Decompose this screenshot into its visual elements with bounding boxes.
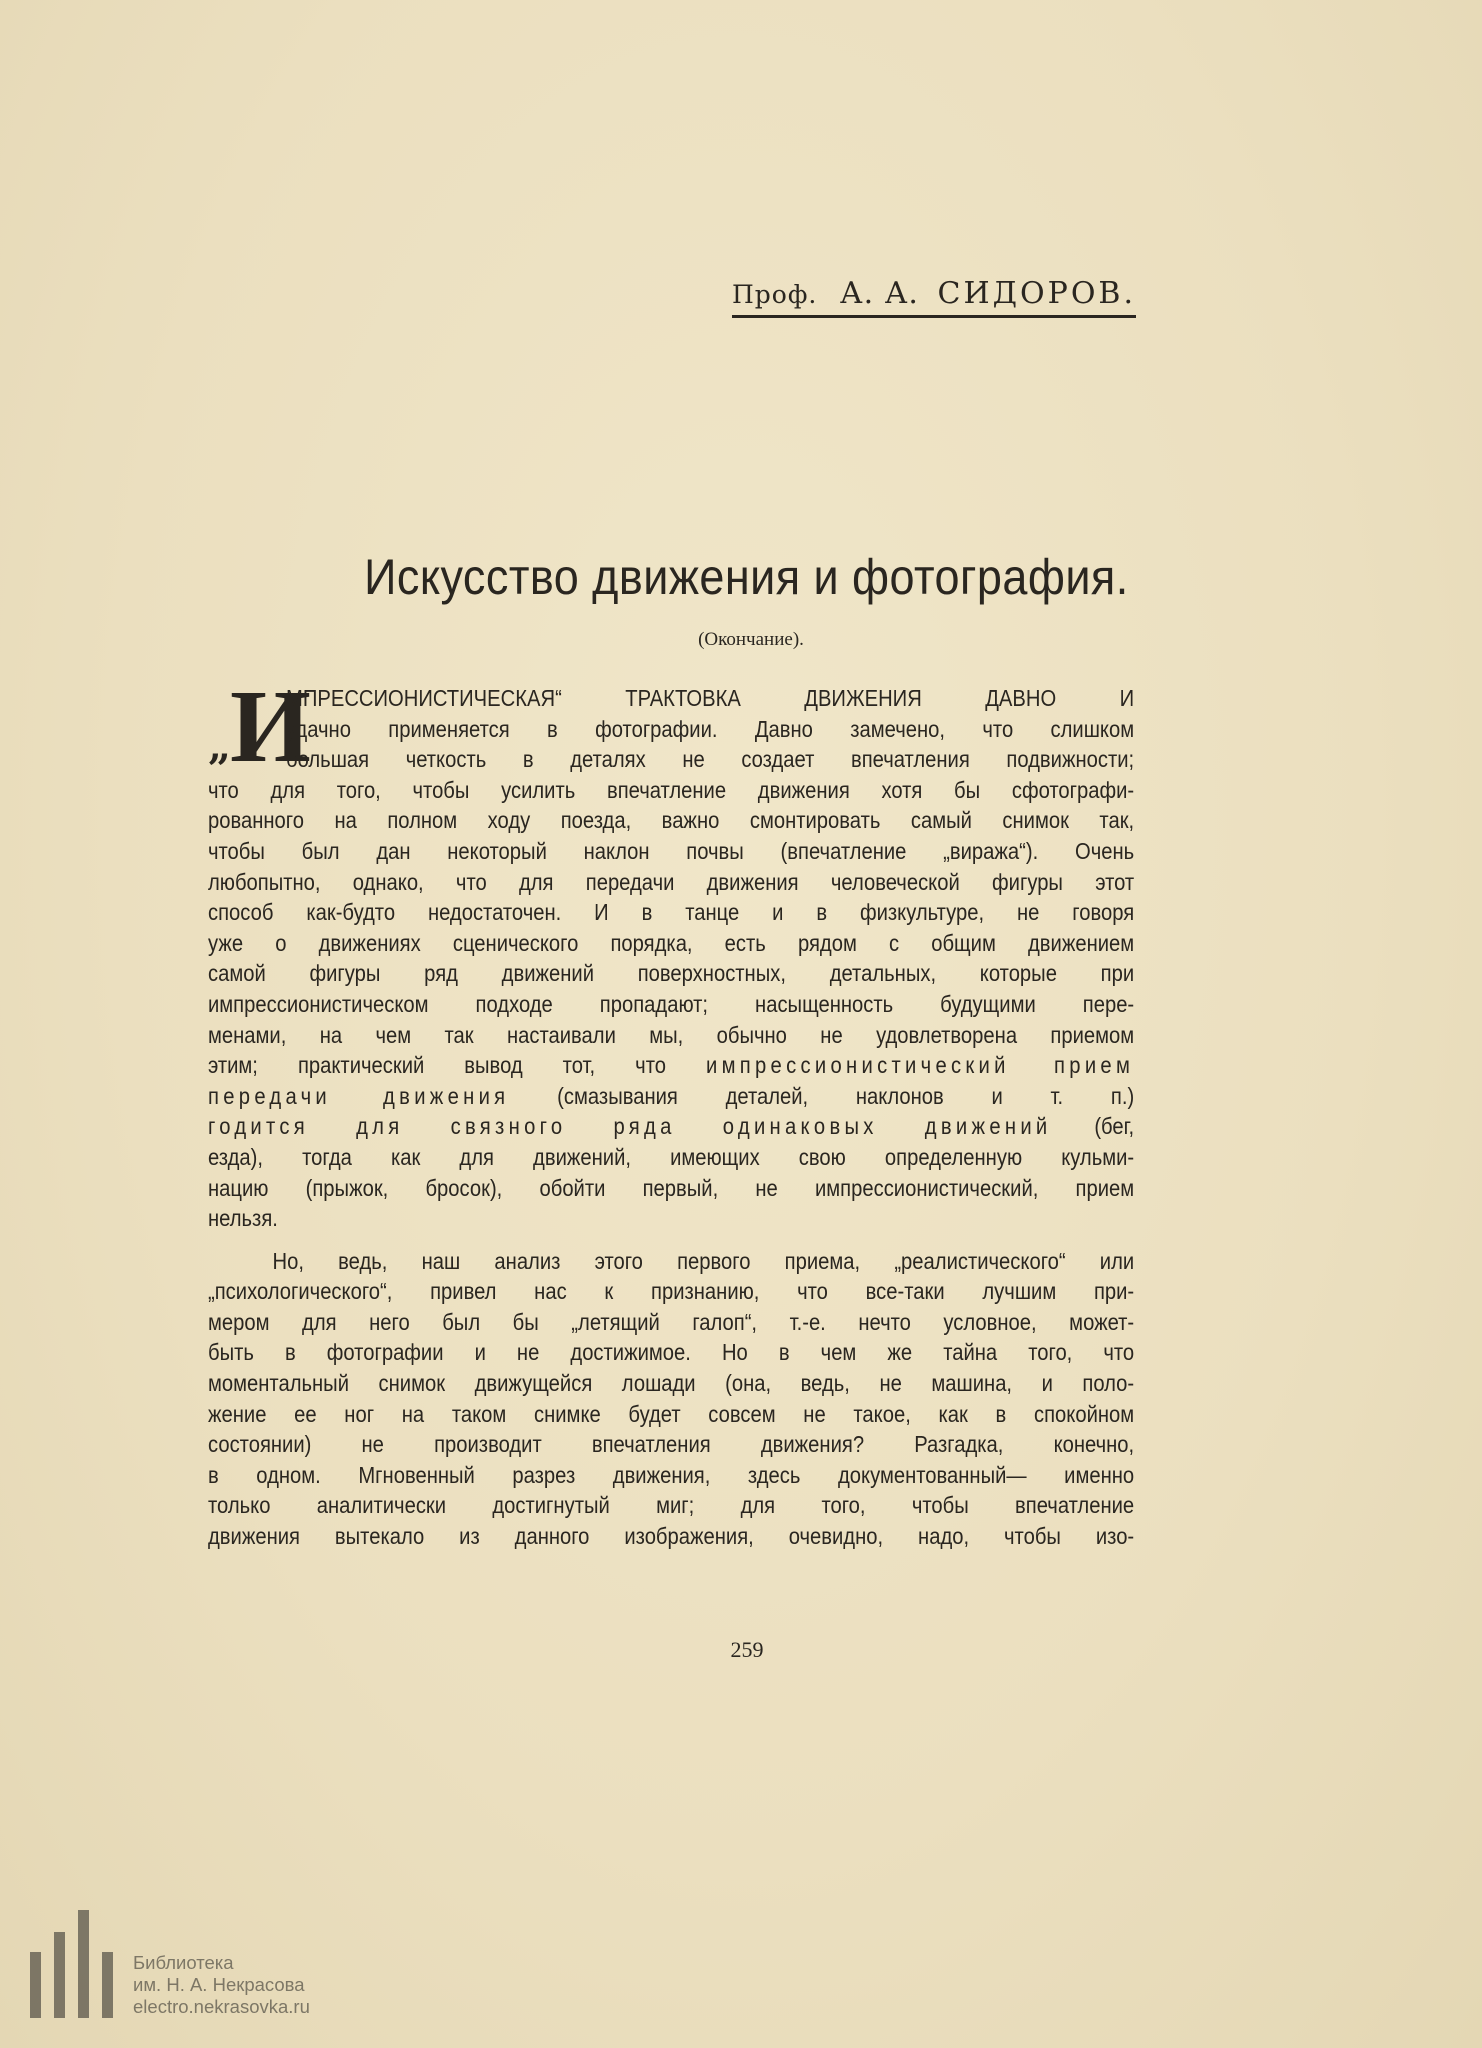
logo-bar bbox=[102, 1952, 113, 2018]
text-line: езда), тогда как для движений, имеющих свою определенную кульми- bbox=[208, 1143, 1135, 1170]
text-line: любопытно, однако, что для передачи движения человеческой фигуры этот bbox=[208, 868, 1135, 895]
library-logo-icon bbox=[30, 1910, 113, 2018]
text-fragment: (бег, bbox=[1094, 1113, 1135, 1140]
text-line: самой фигуры ряд движений поверхностных, детальных, которые при bbox=[208, 960, 1135, 987]
text-line: чтобы был дан некоторый наклон почвы (впечатление „виража“). Очень bbox=[208, 837, 1135, 864]
text-line: менами, на чем так настаивали мы, обычно не удовлетворена приемом bbox=[208, 1021, 1135, 1048]
text-line: импрессионистическом подходе пропадают; насыщенность будущими пере- bbox=[208, 990, 1135, 1017]
text-line: рованного на полном ходу поезда, важно смонтировать самый снимок так, bbox=[208, 807, 1135, 834]
text-line: способ как-будто недостаточен. И в танце и в физкультуре, не говоря bbox=[208, 899, 1135, 926]
spaced-emphasis: импрессионистический прием bbox=[705, 1052, 1135, 1079]
opening-paragraph-dropcap bbox=[208, 669, 1135, 784]
watermark-line-name: им. Н. А. Некрасова bbox=[133, 1974, 305, 1995]
text-line: только аналитически достигнутый миг; для того, чтобы впечатление bbox=[208, 1492, 1135, 1519]
text-fragment: (смазывания деталей, наклонов и т. п.) bbox=[557, 1082, 1135, 1109]
watermark-line-library: Библиотека bbox=[133, 1952, 234, 1973]
logo-bar bbox=[78, 1910, 89, 2018]
text-line: уже о движениях сценического порядка, есть рядом с общим движением bbox=[208, 929, 1135, 956]
watermark-line-url: electro.nekrasovka.ru bbox=[133, 1996, 310, 2017]
author-surname: СИДОРОВ. bbox=[937, 276, 1136, 311]
text-line-emphasis bbox=[208, 1050, 1134, 1081]
text-line: движения вытекало из данного изображения, очевидно, надо, чтобы изо- bbox=[208, 1523, 1135, 1550]
spaced-emphasis: годится для связного ряда одинаковых движений bbox=[208, 1113, 1052, 1140]
page-number: 259 bbox=[730, 1637, 764, 1662]
text-line: Но, ведь, наш анализ этого первого приема, „реалистического“ или bbox=[272, 1247, 1135, 1274]
text-line: быть в фотографии и не достижимое. Но в чем же тайна того, что bbox=[208, 1339, 1135, 1366]
text-line: что для того, чтобы усилить впечатление движения хотя бы сфотографи- bbox=[208, 776, 1135, 803]
text-line: состоянии) не производит впечатления движения? Разгадка, конечно, bbox=[208, 1431, 1135, 1458]
text-line: нацию (прыжок, бросок), обойти первый, не импрессионистический, прием bbox=[208, 1174, 1135, 1201]
text-line: моментальный снимок движущейся лошади (она, ведь, не машина, и поло- bbox=[208, 1370, 1135, 1397]
text-line: нельзя. bbox=[208, 1205, 278, 1232]
text-line: „психологического“, привел нас к признанию, что все-таки лучшим при- bbox=[208, 1278, 1135, 1305]
logo-bar bbox=[30, 1952, 41, 2018]
article-body bbox=[208, 669, 1135, 1552]
text-line: МПРЕССИОНИСТИЧЕСКАЯ“ ТРАКТОВКА ДВИЖЕНИЯ ДАВНО И bbox=[286, 685, 1135, 711]
text-line: удачно применяется в фотографии. Давно замечено, что слишком bbox=[286, 715, 1135, 742]
watermark-text bbox=[133, 1952, 310, 2018]
author-initials: А. А. bbox=[839, 276, 919, 311]
text-line: жение ее ног на таком снимке будет совсем не такое, как в спокойном bbox=[208, 1400, 1135, 1427]
dropcap-quote: „ bbox=[208, 723, 232, 770]
library-watermark bbox=[30, 1910, 310, 2018]
text-line-emphasis bbox=[208, 1111, 1134, 1142]
spaced-emphasis: передачи движения bbox=[208, 1082, 510, 1109]
text-line-emphasis bbox=[208, 1081, 1134, 1112]
dropcap-letter: И bbox=[230, 669, 311, 784]
text-fragment: этим; практический вывод тот, что bbox=[208, 1052, 666, 1079]
text-line: мером для него был бы „летящий галоп“, т.-е. нечто условное, может- bbox=[208, 1308, 1135, 1335]
article-title: Искусство движения и фотография. bbox=[364, 549, 1129, 605]
article-subtitle: (Окончание). bbox=[698, 629, 804, 650]
author-byline bbox=[732, 276, 1136, 318]
author-prefix: Проф. bbox=[732, 280, 818, 309]
text-line: в одном. Мгновенный разрез движения, здесь документованный— именно bbox=[208, 1461, 1135, 1488]
logo-bar bbox=[54, 1932, 65, 2018]
text-line: большая четкость в деталях не создает впечатления подвижности; bbox=[286, 746, 1135, 773]
